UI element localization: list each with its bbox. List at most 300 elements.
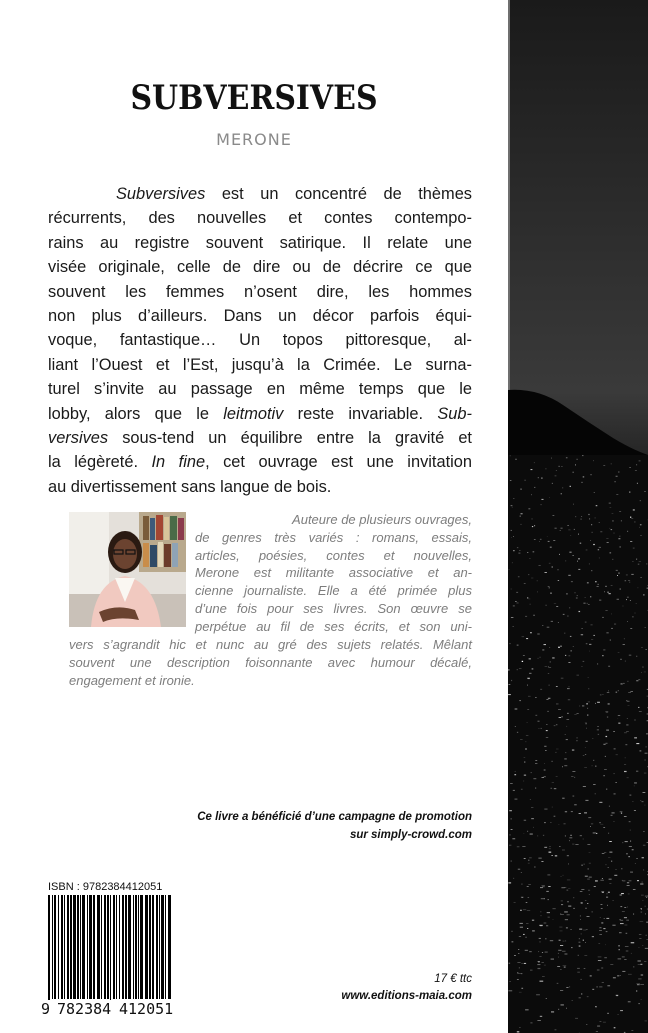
water-sparkle	[542, 886, 545, 887]
water-sparkle	[565, 919, 568, 920]
water-sparkle	[626, 732, 629, 733]
water-sparkle	[532, 526, 533, 527]
cover-photo-band	[508, 0, 648, 1033]
water-sparkle	[549, 852, 552, 853]
water-sparkle	[623, 842, 624, 843]
water-sparkle	[623, 644, 625, 645]
water-sparkle	[570, 835, 572, 836]
water-sparkle	[589, 651, 590, 652]
water-sparkle	[625, 580, 627, 581]
water-sparkle	[508, 670, 510, 671]
water-sparkle	[565, 811, 567, 812]
water-sparkle	[531, 578, 533, 579]
water-sparkle	[566, 594, 567, 595]
water-sparkle	[513, 536, 514, 537]
blurb-line: au divertissement sans langue de bois.	[48, 477, 332, 496]
water-sparkle	[597, 729, 599, 730]
bio-line: vers s’agrandit hic et nunc au gré des sujets relatés. Mêlant	[69, 637, 472, 652]
water-sparkle	[534, 462, 535, 463]
water-sparkle	[624, 764, 626, 765]
water-sparkle	[579, 942, 581, 943]
water-sparkle	[641, 999, 642, 1000]
water-sparkle	[644, 961, 646, 962]
water-sparkle	[608, 892, 610, 893]
water-sparkle	[564, 912, 568, 913]
water-sparkle	[613, 731, 614, 732]
water-sparkle	[621, 813, 622, 814]
water-sparkle	[602, 655, 604, 656]
water-sparkle	[510, 783, 513, 784]
water-sparkle	[583, 839, 584, 840]
blurb-line: versives sous-tend un équilibre entre la gravité et	[48, 428, 472, 447]
water-sparkle	[513, 550, 514, 551]
water-sparkle	[624, 816, 627, 817]
water-sparkle	[545, 750, 547, 751]
water-sparkle	[520, 910, 522, 911]
water-sparkle	[568, 575, 570, 576]
water-sparkle	[639, 460, 641, 461]
water-sparkle	[630, 830, 631, 831]
water-sparkle	[530, 834, 533, 835]
water-sparkle	[589, 852, 591, 853]
water-sparkle	[606, 894, 607, 895]
water-sparkle	[542, 952, 543, 953]
water-sparkle	[581, 516, 582, 517]
water-sparkle	[540, 926, 542, 927]
water-sparkle	[592, 989, 594, 990]
water-sparkle	[600, 824, 603, 825]
water-sparkle	[560, 990, 563, 991]
water-sparkle	[529, 558, 530, 559]
water-sparkle	[548, 673, 549, 674]
water-sparkle	[560, 646, 562, 647]
water-sparkle	[597, 702, 600, 703]
water-sparkle	[616, 995, 619, 996]
water-sparkle	[644, 491, 646, 492]
water-sparkle	[515, 601, 516, 602]
water-sparkle	[608, 703, 610, 704]
water-sparkle	[611, 861, 612, 862]
water-sparkle	[527, 552, 528, 553]
water-sparkle	[555, 476, 557, 477]
water-sparkle	[593, 635, 595, 636]
barcode-bar	[119, 895, 120, 999]
water-sparkle	[618, 718, 619, 719]
water-sparkle	[634, 786, 635, 787]
water-sparkle	[604, 769, 607, 770]
bio-line: Merone est militante associative et an-	[195, 565, 472, 581]
water-sparkle	[587, 996, 589, 997]
water-sparkle	[602, 892, 604, 893]
water-sparkle	[543, 835, 544, 836]
water-sparkle	[551, 621, 553, 622]
water-sparkle	[579, 813, 581, 814]
water-sparkle	[529, 658, 531, 659]
water-sparkle	[521, 872, 522, 873]
water-sparkle	[627, 621, 628, 622]
water-sparkle	[598, 944, 600, 945]
water-sparkle	[532, 669, 534, 670]
water-sparkle	[579, 998, 581, 999]
water-sparkle	[596, 505, 598, 506]
water-sparkle	[537, 836, 538, 837]
water-sparkle	[624, 733, 627, 734]
water-sparkle	[520, 516, 521, 517]
water-sparkle	[569, 655, 571, 656]
water-sparkle	[595, 766, 597, 767]
water-sparkle	[544, 809, 547, 810]
water-sparkle	[556, 686, 558, 687]
barcode-bar	[73, 895, 76, 999]
water-sparkle	[593, 760, 594, 761]
water-sparkle	[574, 805, 577, 806]
water-sparkle	[587, 1024, 588, 1025]
water-sparkle	[556, 776, 558, 777]
water-sparkle	[587, 916, 590, 917]
water-sparkle	[640, 577, 641, 578]
water-sparkle	[527, 709, 529, 710]
water-sparkle	[581, 666, 582, 667]
barcode	[48, 895, 174, 1005]
water-sparkle	[538, 477, 539, 478]
water-sparkle	[593, 544, 595, 545]
water-sparkle	[566, 726, 567, 727]
water-sparkle	[584, 969, 586, 970]
water-sparkle	[603, 775, 604, 776]
barcode-bar	[97, 895, 100, 999]
water-sparkle	[517, 669, 518, 670]
water-sparkle	[636, 858, 638, 859]
water-sparkle	[598, 960, 602, 961]
water-sparkle	[555, 1029, 557, 1030]
water-sparkle	[577, 972, 580, 973]
water-sparkle	[598, 957, 602, 958]
water-sparkle	[633, 889, 636, 890]
author-name: MERONE	[216, 130, 292, 149]
water-sparkle	[517, 1031, 520, 1032]
barcode-bar	[149, 895, 151, 999]
water-sparkle	[631, 574, 633, 575]
water-sparkle	[621, 683, 623, 684]
water-sparkle	[570, 536, 571, 537]
water-sparkle	[518, 576, 520, 577]
water-sparkle	[525, 937, 526, 938]
barcode-bar	[168, 895, 171, 999]
water-sparkle	[626, 853, 628, 854]
barcode-bar	[87, 895, 88, 999]
water-sparkle	[644, 672, 646, 673]
water-sparkle	[626, 933, 628, 934]
water-sparkle	[544, 777, 546, 778]
water-sparkle	[641, 909, 642, 910]
water-sparkle	[533, 551, 535, 552]
water-sparkle	[536, 994, 540, 995]
blurb-line: Subversives est un concentré de thèmes	[116, 185, 472, 203]
water-sparkle	[553, 919, 554, 920]
water-sparkle	[592, 532, 593, 533]
water-sparkle	[544, 898, 545, 899]
water-sparkle	[539, 938, 541, 939]
barcode-digits-right: 412051	[119, 1000, 174, 1018]
water-sparkle	[639, 938, 641, 939]
price: 17 € ttc	[434, 973, 472, 985]
water-sparkle	[588, 869, 589, 870]
water-sparkle	[550, 846, 551, 847]
water-sparkle	[570, 486, 571, 487]
water-sparkle	[626, 599, 627, 600]
water-sparkle	[528, 860, 529, 861]
water-sparkle	[539, 956, 541, 957]
water-sparkle	[589, 894, 590, 895]
water-sparkle	[565, 655, 566, 656]
water-sparkle	[590, 596, 591, 597]
water-sparkle	[537, 591, 538, 592]
water-sparkle	[531, 519, 533, 520]
water-sparkle	[563, 965, 567, 966]
water-sparkle	[550, 547, 552, 548]
water-sparkle	[629, 822, 631, 823]
water-sparkle	[511, 617, 514, 618]
water-sparkle	[538, 721, 540, 722]
water-sparkle	[601, 908, 603, 909]
water-sparkle	[646, 649, 647, 650]
water-sparkle	[538, 961, 540, 962]
water-sparkle	[531, 818, 534, 819]
water-sparkle	[628, 856, 630, 857]
water-sparkle	[528, 574, 529, 575]
water-sparkle	[640, 800, 641, 801]
water-sparkle	[638, 707, 639, 708]
water-sparkle	[524, 757, 526, 758]
water-sparkle	[638, 679, 640, 680]
water-sparkle	[606, 736, 608, 737]
water-sparkle	[626, 725, 628, 726]
water-sparkle	[574, 529, 575, 530]
water-sparkle	[621, 520, 622, 521]
water-sparkle	[567, 914, 570, 915]
water-sparkle	[637, 880, 639, 881]
barcode-bar	[152, 895, 154, 999]
water-sparkle	[513, 498, 514, 499]
water-sparkle	[559, 846, 560, 847]
water-sparkle	[614, 749, 616, 750]
water-sparkle	[580, 891, 583, 892]
water-sparkle	[624, 771, 627, 772]
water-sparkle	[614, 794, 616, 795]
water-sparkle	[620, 923, 624, 924]
mountain-silhouette	[508, 360, 648, 460]
blurb-line: liant l’Ouest et l’Est, jusqu’à la Crimée. Le surna-	[48, 355, 472, 374]
water-sparkle	[581, 628, 582, 629]
water-sparkle	[547, 627, 550, 628]
water-sparkle	[510, 819, 512, 820]
water-sparkle	[587, 844, 590, 845]
water-sparkle	[636, 990, 637, 991]
water-sparkle	[535, 697, 536, 698]
water-sparkle	[587, 715, 588, 716]
water-sparkle	[591, 639, 593, 640]
water-sparkle	[535, 788, 536, 789]
water-sparkle	[594, 493, 595, 494]
water-sparkle	[614, 481, 616, 482]
water-sparkle	[561, 901, 563, 902]
barcode-bar	[70, 895, 72, 999]
water-sparkle	[561, 493, 562, 494]
water-sparkle	[620, 659, 621, 660]
water-sparkle	[517, 979, 519, 980]
water-sparkle	[607, 592, 609, 593]
water-sparkle	[549, 685, 550, 686]
water-sparkle	[625, 661, 626, 662]
water-sparkle	[640, 535, 642, 536]
water-sparkle	[607, 542, 609, 543]
water-sparkle	[568, 906, 571, 907]
water-sparkle	[612, 559, 613, 560]
water-sparkle	[525, 1009, 529, 1010]
water-sparkle	[574, 777, 575, 778]
water-sparkle	[553, 909, 556, 910]
water-sparkle	[609, 852, 612, 853]
water-sparkle	[619, 536, 620, 537]
water-sparkle	[527, 685, 528, 686]
water-sparkle	[558, 466, 560, 467]
water-sparkle	[521, 513, 523, 514]
water-sparkle	[583, 940, 584, 941]
water-sparkle	[555, 528, 557, 529]
water-sparkle	[603, 744, 605, 745]
water-sparkle	[570, 650, 572, 651]
water-sparkle	[621, 869, 623, 870]
water-sparkle	[579, 611, 581, 612]
water-sparkle	[549, 647, 550, 648]
water-sparkle	[510, 480, 512, 481]
water-sparkle	[639, 527, 640, 528]
barcode-bar	[128, 895, 131, 999]
water-sparkle	[560, 945, 563, 946]
water-sparkle	[589, 877, 592, 878]
water-sparkle	[547, 724, 548, 725]
water-sparkle	[630, 517, 631, 518]
water-sparkle	[544, 965, 546, 966]
water-sparkle	[557, 569, 558, 570]
water-sparkle	[638, 964, 641, 965]
bio-line: articles, poésies, contes et nouvelles,	[195, 547, 472, 563]
water-sparkle	[643, 900, 644, 901]
water-sparkle	[620, 811, 623, 812]
water-sparkle	[522, 897, 524, 898]
water-sparkle	[578, 569, 580, 570]
water-sparkle	[526, 902, 528, 903]
water-sparkle	[575, 592, 576, 593]
water-sparkle	[629, 467, 631, 468]
water-sparkle	[633, 548, 635, 549]
barcode-bar	[135, 895, 137, 999]
water-sparkle	[639, 561, 641, 562]
book-title: SUBVERSIVES	[130, 78, 378, 118]
barcode-bar	[138, 895, 139, 999]
water-sparkle	[590, 541, 591, 542]
water-sparkle	[572, 844, 574, 845]
water-sparkle	[636, 680, 638, 681]
water-sparkle	[642, 945, 643, 946]
water-sparkle	[587, 708, 588, 709]
water-sparkle	[627, 907, 628, 908]
water-sparkle	[640, 525, 642, 526]
water-sparkle	[541, 478, 543, 479]
water-sparkle	[514, 902, 516, 903]
water-sparkle	[569, 840, 570, 841]
water-sparkle	[640, 500, 641, 501]
water-sparkle	[628, 692, 631, 693]
water-sparkle	[638, 564, 640, 565]
isbn-label: ISBN : 9782384412051	[48, 881, 163, 893]
water-sparkle	[590, 975, 592, 976]
water-sparkle	[539, 942, 541, 943]
water-sparkle	[630, 872, 633, 873]
water-sparkle	[537, 633, 539, 634]
water-sparkle	[606, 730, 609, 731]
water-sparkle	[588, 702, 590, 703]
water-sparkle	[604, 918, 605, 919]
water-sparkle	[618, 472, 620, 473]
water-sparkle	[602, 878, 603, 879]
water-sparkle	[556, 470, 557, 471]
barcode-bar	[156, 895, 158, 999]
water-sparkle	[522, 846, 525, 847]
water-sparkle	[642, 801, 644, 802]
barcode-bar	[107, 895, 109, 999]
water-sparkle	[620, 1010, 623, 1011]
water-sparkle	[553, 515, 555, 516]
water-sparkle	[588, 514, 590, 515]
water-sparkle	[561, 528, 563, 529]
water-sparkle	[612, 628, 613, 629]
water-sparkle	[599, 823, 601, 824]
water-sparkle	[531, 494, 532, 495]
barcode-bar	[67, 895, 69, 999]
water-sparkle	[643, 792, 646, 793]
water-sparkle	[508, 882, 511, 883]
water-sparkle	[609, 593, 611, 594]
water-sparkle	[596, 1007, 597, 1008]
water-sparkle	[599, 927, 601, 928]
water-sparkle	[592, 912, 593, 913]
water-sparkle	[588, 817, 591, 818]
water-sparkle	[519, 1027, 520, 1028]
water-sparkle	[551, 458, 552, 459]
water-sparkle	[539, 541, 540, 542]
water-sparkle	[525, 762, 526, 763]
water-sparkle	[530, 632, 532, 633]
water-sparkle	[607, 1013, 609, 1014]
water-sparkle	[522, 636, 525, 637]
water-sparkle	[585, 622, 587, 623]
barcode-bar	[116, 895, 117, 999]
barcode-bar	[140, 895, 143, 999]
water-sparkle	[562, 466, 563, 467]
water-sparkle	[625, 841, 628, 842]
water-sparkle	[561, 1005, 564, 1006]
water-sparkle	[551, 1011, 554, 1012]
water-sparkle	[625, 925, 628, 926]
water-sparkle	[632, 849, 634, 850]
water-sparkle	[534, 867, 536, 868]
water-sparkle	[583, 476, 585, 477]
water-sparkle	[608, 690, 609, 691]
water-sparkle	[600, 1022, 602, 1023]
water-sparkle	[549, 497, 550, 498]
water-sparkle	[521, 524, 522, 525]
